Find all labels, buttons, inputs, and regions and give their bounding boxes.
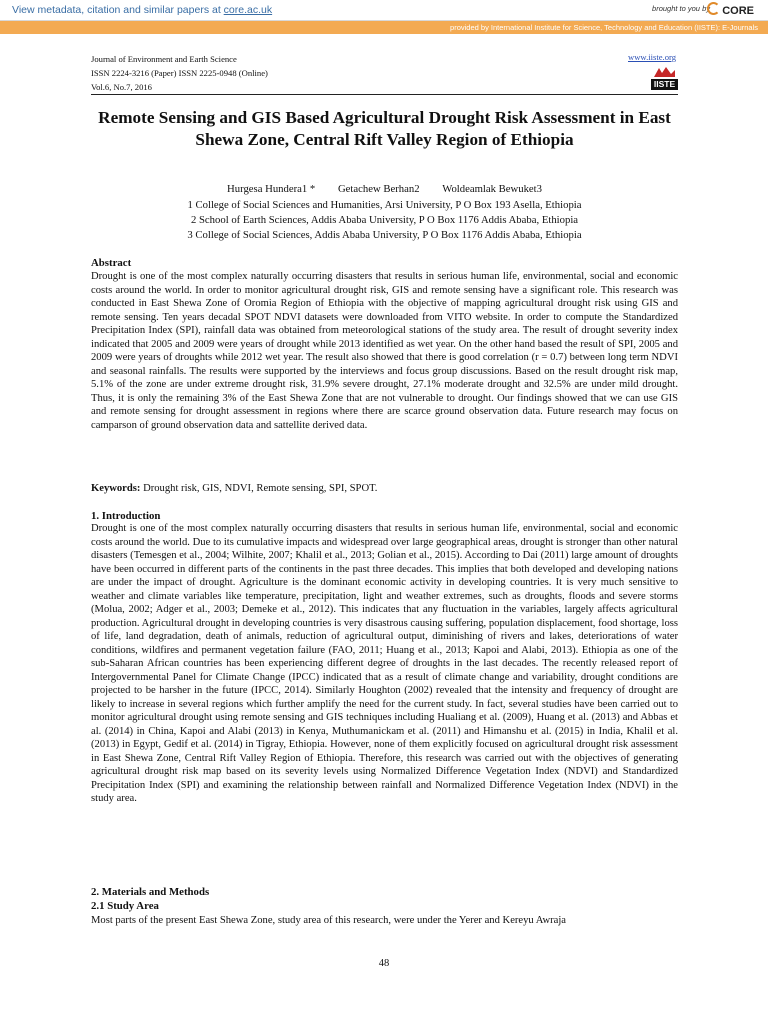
keywords-label: Keywords: [91,483,141,494]
page-number: 48 [378,958,390,969]
introduction-text: Drought is one of the most complex naturally occurring disasters that results in serious human life, environmental, social and economic costs around the world. Due to its cumulative impacts and widespread over large geographical areas, drought is stronger than other natural disasters (Temesgen et al., 2004; Wilhite, 2007; Khalil et al., 2013; Golian et al., 2015). According to Dai (2011) large amount of droughts have been occurred in different parts of the continents in the past three decades. This implies that both developed and developing nations are under the impact of drought. Agriculture is the dominant economic activity in developing countries. It is very much sensitive to weather and climate variables like temperature, precipitation, light and weather extremes, such as droughts, floods and severe storms (Molua, 2002; Adger et al., 2003; Demeke et al., 2012). This indicates that any fluctuation in the variables, largely affects agricultural production. Agricultural drought in developing countries is very disastrous causing suffering, population displacement, food shortage, loss of life, land degradation, death of animals, reduction of agricultural output, diminishing of rivers and lakes, deteriorations of water conditions, wildfires and permanent vegetation failure (FAO, 2011; Huang et al., 2013; Kapoi and Alabi, 2013). Ethiopia as one of the sub-Saharan African countries has been experiencing different degree of droughts in the last decades. The recently released report of Intergovernmental Panel for Climate Change (IPCC) indicated that as a result of climate change and variability, drought conditions are projected to be harsher in the future (IPCC, 2014). Similarly Houghton (2002) revealed that the intensity and frequency of drought are likely to increase in several regions which further amplify the need for the current study. In fact, several studies have been carried out to monitor agricultural drought using remote sensing and GIS techniques including Hualiang et al. (2009), Huang et al. (2013) and Abbas et al. (2014) in China, Kapoi and Alabi (2013) in Kenya, Muthumanickam et al. (2011) and Himanshu et al. (2015) in India, Khalil et al. (2013) in Egypt, Gedif et al. (2014) in Tigray, Ethiopia. However, none of them explicitly focused on agricultural drought risk assessment in East Shewa Zone, Central Rift Valley Region of Ethiopia. Therefore, this research was carried out with the objectives of generating agricultural drought risk map based on its severity levels using Normalized Difference Vegetation Index (NDVI) and Standardized Precipitation Index (SPI) and examining the relationship between rainfall and Normalized Difference Vegetation Index (NDVI) in the study area. [91,523,678,804]
brought-by-text: brought to you by [652,4,710,13]
journal-header [91,52,268,94]
core-view-metadata[interactable] [12,4,272,16]
provided-by-text: provided by International Institute for Science, Technology and Education (IISTE): E-Journals [450,23,758,32]
core-link[interactable]: core.ac.uk [223,4,273,16]
keywords-line [91,482,678,496]
section-2-1-heading: 2.1 Study Area [91,900,159,912]
core-logo[interactable] [707,2,754,17]
abstract-text: Drought is one of the most complex naturally occurring disasters that results in serious human life, environmental, social and economic costs around the world. In order to monitor agricultural drought risk, GIS and remote sensing have a significant role. This research was conducted in East Shewa Zone of Oromia Region of Ethiopia with the objective of mapping agricultural drought risk using GIS and remote sensing. Ten years decadal SPOT NDVI datasets were downloaded from VITO website. In order to compute the Standardized Precipitation Index (SPI), rainfall data was obtained from meteorological stations of the study area. The result of drought severity index indicated that 2005 and 2009 were years of drought while 2013 identified as wet year. On the other hand based the result of SPI, 2005 and 2009 were years of droughts while 2012 wet year. The result also showed that there is good correlation (r = 0.7) between long term NDVI and seasonal rainfalls. The results were supported by the interviews and focus group discussions. Based on the result drought risk map, 5.1% of the zone are under extreme drought risk, 31.9% severe drought, 27.1% moderate drought and 32.5% are under mild drought. Thus, it is only the remaining 3% of the East Shewa Zone that are not vulnerable to drought. Our findings showed that we can use GIS and remote sensing for drought assessment in regions where there are scarce ground observation data. Future research may focus on camparson of ground observation data and sattellite derived data. [91,271,678,431]
journal-name: Journal of Environment and Earth Science [91,54,237,64]
core-logo-text: CORE [722,5,754,17]
journal-website-link[interactable]: www.iiste.org [628,52,676,62]
study-area-text: Most parts of the present East Shewa Zone, study area of this research, were under the Yerer and Kereyu Awraja [91,915,566,926]
author-3: Woldeamlak Bewuket3 [442,183,542,195]
core-logo-icon [707,2,720,15]
paper-title: Remote Sensing and GIS Based Agricultural Drought Risk Assessment in East Shewa Zone, Central Rift Valley Region of Ethiopia [98,108,671,149]
affiliation-1: 1 College of Social Sciences and Humanities, Arsi University, P O Box 193 Asella, Ethiopia [187,199,582,211]
iiste-logo-text: IISTE [653,79,676,89]
author-1: Hurgesa Hundera1 * [227,183,316,195]
journal-volume: Vol.6, No.7, 2016 [91,82,152,92]
core-brought-by [652,4,710,13]
core-banner [0,0,768,21]
journal-issn: ISSN 2224-3216 (Paper) ISSN 2225-0948 (Online) [91,68,268,78]
section-1-heading: 1. Introduction [91,510,161,522]
section-2-heading: 2. Materials and Methods [91,886,210,898]
author-2: Getachew Berhan2 [337,183,420,195]
abstract-heading: Abstract [91,257,132,269]
provided-by-bar [0,21,768,34]
header-rule [91,94,678,95]
keywords-text: Drought risk, GIS, NDVI, Remote sensing, SPI, SPOT. [140,483,378,494]
affiliation-2: 2 School of Earth Sciences, Addis Ababa University, P O Box 1176 Addis Ababa, Ethiopia [190,214,579,226]
iiste-logo [651,66,678,90]
core-view-text: View metadata, citation and similar papers at [12,4,224,16]
affiliation-3: 3 College of Social Sciences, Addis Ababa University, P O Box 1176 Addis Ababa, Ethiopia [187,229,582,241]
author-list [91,183,678,195]
